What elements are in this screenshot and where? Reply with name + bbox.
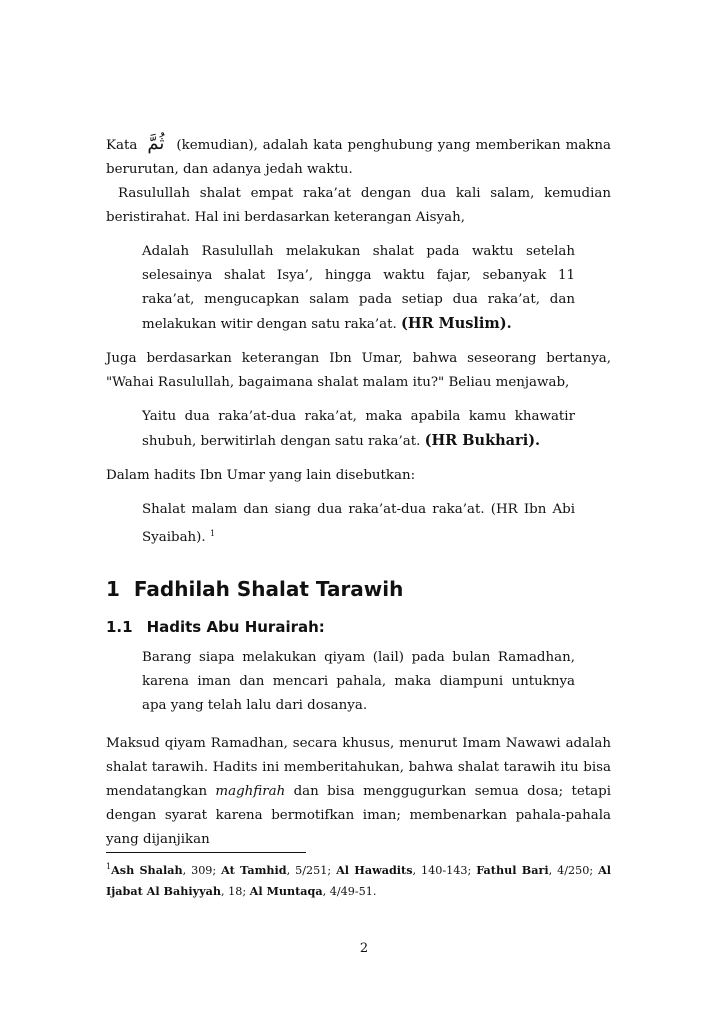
quote-umar-text: Yaitu dua raka’at-dua raka’at, maka apabila kamu khawatir shubuh, berwitirlah dengan satu raka’at. (142, 409, 575, 449)
fn-ref-al-ijabat-page: , 18; (220, 885, 247, 898)
subsection-heading (106, 616, 611, 638)
intro-rest: (kemudian), adalah kata penghubung yang memberikan makna berurutan, dan adanya jedah waktu. (106, 138, 611, 177)
section-heading (106, 576, 611, 602)
quote-aisyah-source: (HR Muslim). (400, 315, 512, 332)
fn-ref-al-hawadits: Al Hawadits (336, 863, 413, 877)
subsection-title: Hadits Abu Hurairah: (146, 618, 325, 636)
quote-aisyah-text: Adalah Rasulullah melakukan shalat pada waktu setelah selesainya shalat Isya’, hingga waktu fajar, sebanyak 11 raka’at, mengucapkan salam pada setiap dua raka’at, dan melakukan witir dengan satu raka’at. (142, 244, 575, 332)
section-title: Fadhilah Shalat Tarawih (133, 577, 404, 601)
paragraph-hadits-lain: Dalam hadits Ibn Umar yang lain disebutkan: (106, 468, 416, 483)
fn-ref-ash-shalah-page: , 309; (182, 864, 217, 877)
paragraph-ibn-umar: Juga berdasarkan keterangan Ibn Umar, bahwa seseorang bertanya, "Wahai Rasulullah, bagaimana shalat malam itu?" Beliau menjawab, (106, 351, 611, 390)
footnote-rule (106, 852, 306, 853)
paragraph-shalat: Rasulullah shalat empat raka’at dengan dua kali salam, kemudian beristirahat. Hal ini berdasarkan keterangan Aisyah, (106, 186, 611, 225)
fn-ref-fathul-bari: Fathul Bari (476, 863, 549, 877)
section-number: 1 (106, 577, 120, 601)
arabic-word: ثُمَّ (147, 133, 165, 154)
intro-kata: Kata (106, 138, 138, 153)
quote-umar (142, 405, 575, 454)
quote-abi-syaibah-text: Shalat malam dan siang dua raka’at-dua raka’at. (HR Ibn Abi Syaibah). (142, 502, 575, 545)
page-body (106, 134, 611, 852)
fn-ref-al-ijabat: Al Ijabat Al Bahiyyah (106, 863, 611, 898)
quote-aisyah (142, 240, 575, 337)
subsection-number: 1.1 (106, 618, 133, 636)
quote-umar-source: (HR Bukhari). (424, 432, 541, 449)
quote-abu-hurairah-text: Barang siapa melakukan qiyam (lail) pada bulan Ramadhan, karena iman dan mencari pahala, maka diampuni untuknya apa yang telah lalu dari dosanya. (142, 650, 575, 713)
quote-abu-hurairah (142, 646, 575, 718)
fn-ref-at-tamhid: At Tamhid (221, 863, 287, 877)
page-number: 2 (359, 941, 369, 956)
maksud-after: dan bisa menggugurkan semua dosa; tetapi dengan syarat karena bermotifkan iman; membenarkan pahala-pahala yang dijanjikan (106, 784, 611, 847)
footnote-number: 1 (106, 862, 112, 871)
fn-ref-al-muntaqa-page: , 4/49-51. (322, 885, 377, 898)
footnote-mark[interactable]: 1 (209, 529, 216, 538)
intro-paragraph (106, 134, 611, 182)
fn-ref-ash-shalah: Ash Shalah (111, 863, 183, 877)
fn-ref-al-muntaqa: Al Muntaqa (249, 884, 323, 898)
fn-ref-fathul-bari-page: , 4/250; (548, 864, 594, 877)
fn-ref-al-hawadits-page: , 140-143; (412, 864, 472, 877)
maksud-before: Maksud qiyam Ramadhan, secara khusus, menurut Imam Nawawi adalah shalat tarawih. Hadits ini memberitahukan, bahwa shalat tarawih itu bisa mendatangkan (106, 736, 611, 799)
quote-abi-syaibah (142, 498, 575, 550)
footnote (106, 856, 611, 902)
fn-ref-at-tamhid-page: , 5/251; (286, 864, 332, 877)
maksud-italic: maghfirah (215, 784, 286, 799)
paragraph-maksud (106, 732, 611, 852)
